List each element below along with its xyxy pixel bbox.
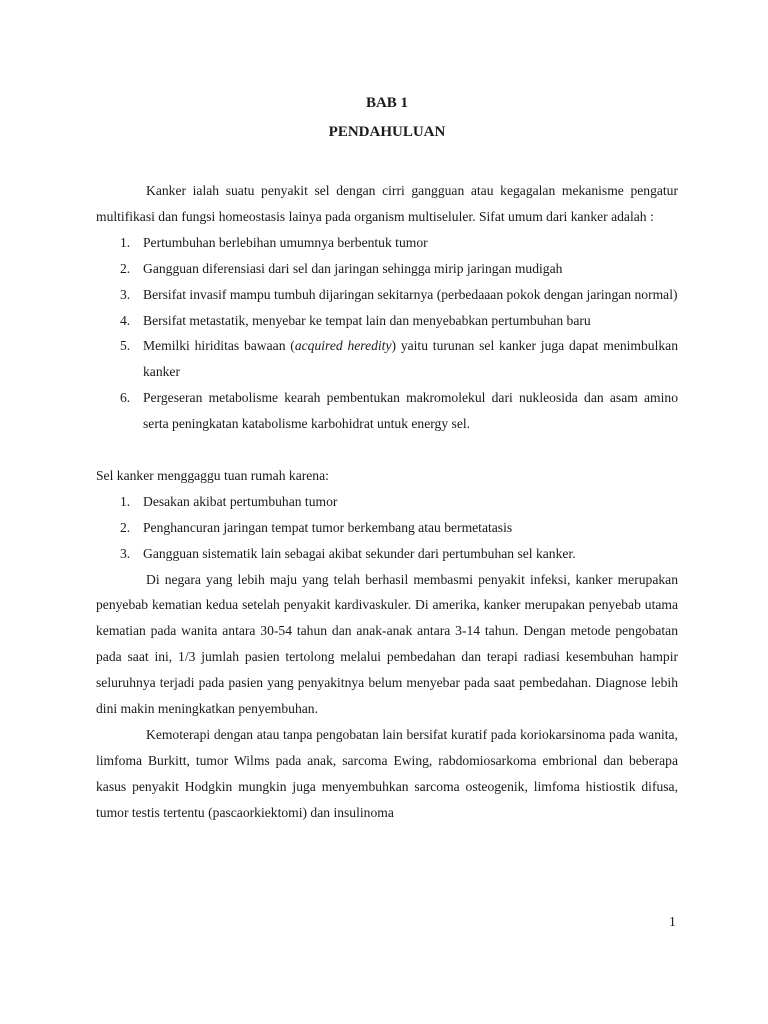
list-number: 4. [120, 312, 131, 328]
list-text: Gangguan sistematik lain sebagai akibat sekunder dari pertumbuhan sel kanker. [143, 545, 576, 561]
chapter-title: PENDAHULUAN [328, 124, 446, 140]
list-item [96, 489, 678, 515]
list-number: 2. [120, 260, 131, 276]
list-number: 1. [120, 234, 131, 250]
list-text: Pertumbuhan berlebihan umumnya berbentuk tumor [143, 234, 428, 250]
list-item [96, 515, 678, 541]
list-text-before: Memilki hiriditas bawaan ( [143, 338, 295, 354]
list-number: 1. [120, 493, 131, 509]
list-number: 2. [120, 519, 131, 535]
host-effects-list [96, 489, 678, 567]
list-text-italic: acquired heredity [294, 338, 392, 354]
list-number: 6. [120, 390, 131, 406]
list-item [96, 230, 678, 256]
list-item [96, 256, 678, 282]
list-number: 3. [120, 286, 131, 302]
intro-paragraph: Kanker ialah suatu penyakit sel dengan cirri gangguan atau kegagalan mekanisme pengatur multifikasi dan fungsi homeostasis lainya pada organism multiseluler. Sifat umum dari kanker adalah : [96, 183, 678, 224]
page-number: 1 [669, 914, 676, 929]
list-number: 5. [120, 338, 131, 354]
cancer-traits-list [96, 230, 678, 437]
list-item [96, 541, 678, 567]
list-text: Bersifat metastatik, menyebar ke tempat lain dan menyebabkan pertumbuhan baru [143, 312, 591, 328]
list-text: Penghancuran jaringan tempat tumor berkembang atau bermetatasis [143, 519, 513, 535]
list-item [96, 385, 678, 437]
list-text: Desakan akibat pertumbuhan tumor [143, 493, 338, 509]
document-body [96, 178, 678, 826]
list-item [96, 333, 678, 385]
list-text: Gangguan diferensiasi dari sel dan jaringan sehingga mirip jaringan mudigah [143, 260, 563, 276]
list-item [96, 282, 678, 308]
mortality-paragraph: Di negara yang lebih maju yang telah berhasil membasmi penyakit infeksi, kanker merupakan penyebab kematian kedua setelah penyakit kardivaskuler. Di amerika, kanker merupakan penyebab utama kematian pada wanita antara 30-54 tahun dan anak-anak antara 3-14 tahun. Dengan metode pengobatan pada saat ini, 1/3 jumlah pasien tertolong melalui pembedahan dan terapi radiasi kesembuhan hampir seluruhnya terjadi pada pasien yang penyakitnya belum menyebar pada saat pembedahan. Diagnose lebih dini makin meningkatkan penyembuhan. [96, 571, 678, 717]
chapter-number: BAB 1 [365, 95, 409, 111]
paragraph-gap [96, 437, 678, 463]
chemotherapy-paragraph: Kemoterapi dengan atau tanpa pengobatan lain bersifat kuratif pada koriokarsinoma pada wanita, limfoma Burkitt, tumor Wilms pada anak, sarcoma Ewing, rabdomiosarkoma embrional dan beberapa kasus penyakit Hodgkin mungkin juga menyembuhkan sarcoma osteogenik, limfoma histiostik difusa, tumor testis tertentu (pascaorkiektomi) dan insulinoma [96, 727, 678, 820]
list-text: Bersifat invasif mampu tumbuh dijaringan sekitarnya (perbedaaan pokok dengan jaringan normal) [143, 286, 678, 302]
host-intro-line: Sel kanker menggaggu tuan rumah karena: [96, 467, 329, 483]
list-item [96, 308, 678, 334]
list-text: Pergeseran metabolisme kearah pembentukan makromolekul dari nukleosida dan asam amino serta peningkatan katabolisme karbohidrat untuk energy sel. [143, 390, 678, 432]
list-text-after: ) yaitu turunan sel kanker juga dapat menimbulkan kanker [143, 338, 679, 380]
list-number: 3. [120, 545, 131, 561]
